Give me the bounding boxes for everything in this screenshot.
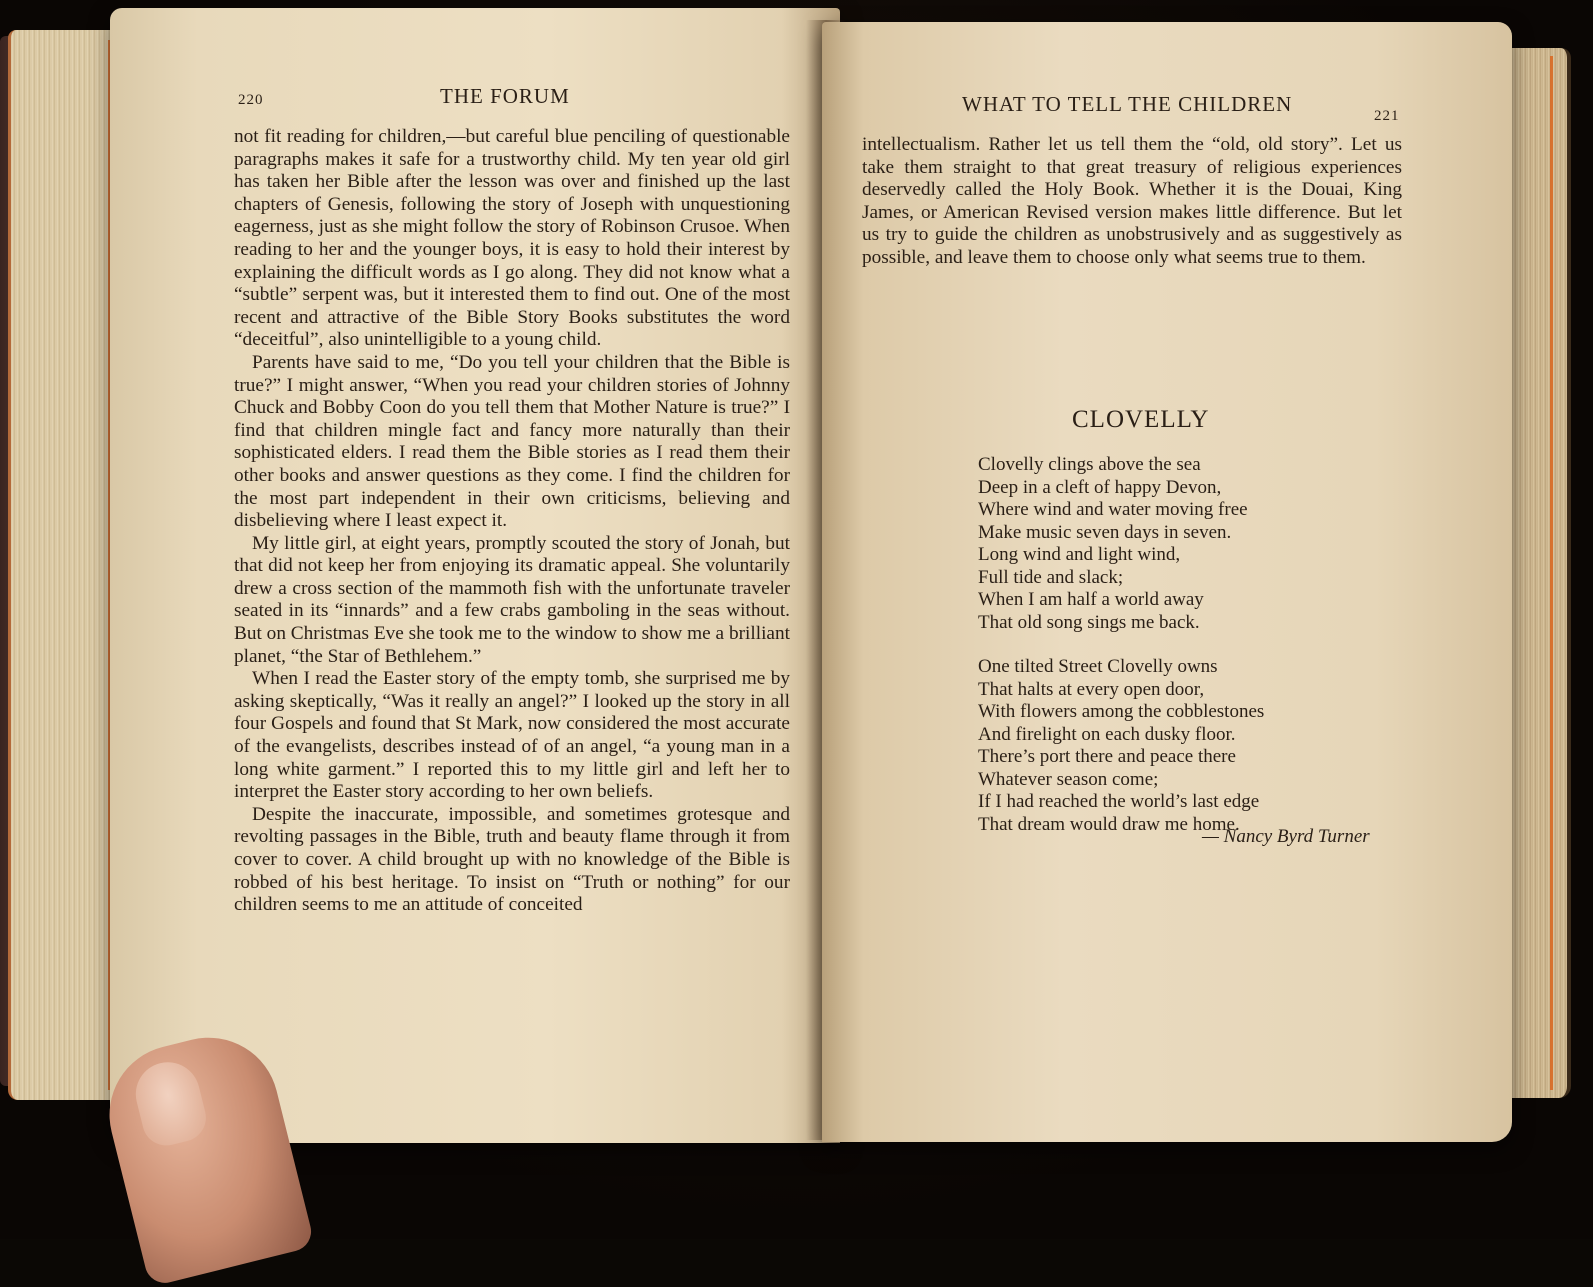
poem-line: Where wind and water moving free xyxy=(978,499,1248,520)
stanza-break xyxy=(978,634,1264,656)
poem-line: That old song sings me back. xyxy=(978,611,1200,633)
paragraph: intellectualism. Rather let us tell them the “old, old story”. Let us take them straight to that great treasury of religious experiences deservedly called the Holy Book. Whether it is the Douai, King James, or American Revised version makes little difference. But let us try to guide the children as unobstrusively and as suggestively as possible, and leave them to choose only what seems true to them. xyxy=(862,134,1402,268)
page-number-left: 220 xyxy=(238,92,264,108)
poem-line: When I am half a world away xyxy=(978,589,1204,610)
poem-line: Long wind and light wind, xyxy=(978,544,1181,565)
poem-line: And firelight on each dusky floor. xyxy=(978,723,1236,745)
poem-line: Clovelly clings above the sea xyxy=(978,454,1201,475)
poem-line: That dream would draw me home. xyxy=(978,813,1240,835)
running-head-right: WHAT TO TELL THE CHILDREN xyxy=(962,92,1293,116)
poem-line: That halts at every open door, xyxy=(978,678,1205,700)
paragraph: not fit reading for children,—but careful blue penciling of questionable paragraphs makes it safe for a trustworthy child. My ten year old girl has taken her Bible after the lesson was over and finished up the last chapters of Genesis, following the story of Joseph with unquestioning eagerness, just as she might follow the story of Robinson Crusoe. When reading to her and the younger boys, it is easy to hold their interest by explaining the difficult words as I go along. They did not know what a “subtle” serpent was, but it interested them to find out. One of the most recent and attractive of the Bible Story Books substitutes the word “deceitful”, also unintelligible to a young child. xyxy=(234,126,790,351)
poem-line: If I had reached the world’s last edge xyxy=(978,791,1260,812)
poem-line: Make music seven days in seven. xyxy=(978,521,1232,543)
left-page-body xyxy=(234,126,790,917)
poem-line: One tilted Street Clovelly owns xyxy=(978,656,1218,677)
poem-line: Deep in a cleft of happy Devon, xyxy=(978,476,1222,498)
right-page-body xyxy=(862,134,1402,270)
paragraph: Despite the inaccurate, impossible, and sometimes grotesque and revolting passages in the Bible, truth and beauty flame through it from cover to cover. A child brought up with no knowledge of the Bible is robbed of his best heritage. To insist on “Truth or nothing” for our children seems to me an attitude of conceited xyxy=(234,803,790,916)
poem-title: CLOVELLY xyxy=(1072,406,1210,433)
page-number-right: 221 xyxy=(1374,108,1400,124)
poem-attribution: — Nancy Byrd Turner xyxy=(1202,826,1370,847)
poem-line: Whatever season come; xyxy=(978,768,1159,790)
poem-line: With flowers among the cobblestones xyxy=(978,701,1265,722)
paragraph: My little girl, at eight years, promptly scouted the story of Jonah, but that did not keep her from enjoying its dramatic appeal. She voluntarily drew a cross section of the mammoth fish with the unfortunate traveler seated in its “innards” and a few crabs gamboling in the seas without. But on Christmas Eve she took me to the window to show me a brilliant planet, “the Star of Bethlehem.” xyxy=(234,532,790,667)
paragraph: When I read the Easter story of the empty tomb, she surprised me by asking skeptically, “Was it really an angel?” I looked up the story in all four Gospels and found that St Mark, now considered the most accurate of the evangelists, describes instead of of an angel, “a young man in a long white garment.” I reported this to my little girl and left her to interpret the Easter story according to her own beliefs. xyxy=(234,668,790,803)
paragraph: Parents have said to me, “Do you tell your children that the Bible is true?” I might answer, “When you read your children stories of Johnny Chuck and Bobby Coon do you tell them that Mother Nature is true?” I find that children mingle fact and fancy more naturally than their sophisticated elders. I read them the Bible stories as I read them their other books and answer questions as they come. I find the children for the most part independent in their own criticisms, believing and disbelieving where I least expect it. xyxy=(234,351,790,532)
poem xyxy=(978,454,1264,836)
left-page xyxy=(110,8,840,1143)
running-head-left: THE FORUM xyxy=(440,84,570,108)
poem-line: There’s port there and peace there xyxy=(978,746,1236,767)
right-page xyxy=(822,22,1512,1142)
poem-line: Full tide and slack; xyxy=(978,566,1124,588)
